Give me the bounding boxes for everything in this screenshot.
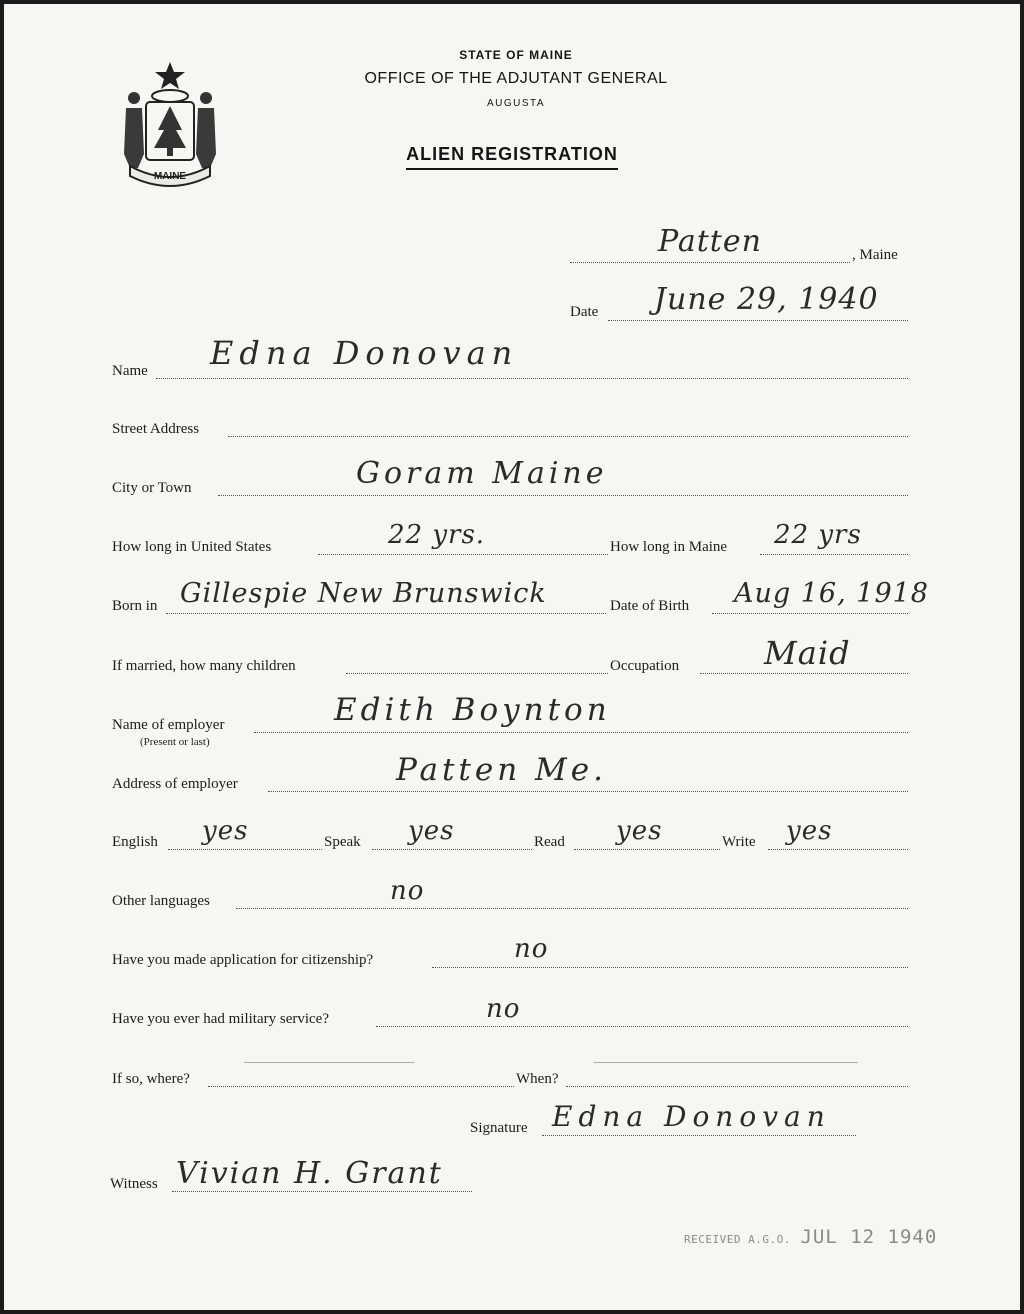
military-label: Have you ever had military service? — [112, 1011, 329, 1027]
where-dash-mark — [244, 1062, 414, 1063]
occupation-line — [700, 673, 908, 674]
english-label: English — [112, 834, 158, 850]
when-line — [566, 1086, 908, 1087]
place-value[interactable]: Patten — [658, 224, 762, 259]
born-in-label: Born in — [112, 598, 158, 614]
employer-sublabel: (Present or last) — [140, 736, 210, 748]
date-of-birth-label: Date of Birth — [610, 598, 690, 614]
registration-form — [4, 4, 1020, 1310]
city-label: City or Town — [112, 480, 192, 496]
street-address-line — [228, 436, 908, 437]
children-label: If married, how many children — [112, 658, 296, 674]
city-value[interactable]: Goram Maine — [356, 456, 608, 491]
other-languages-value[interactable]: no — [390, 876, 425, 906]
born-in-value[interactable]: Gillespie New Brunswick — [180, 578, 547, 609]
state-heading: STATE OF MAINE — [459, 48, 573, 62]
how-long-maine-value[interactable]: 22 yrs — [774, 520, 862, 550]
where-line — [208, 1086, 514, 1087]
employer-address-value[interactable]: Patten Me. — [396, 752, 607, 788]
received-stamp — [684, 1226, 937, 1248]
city-line — [218, 495, 908, 496]
other-languages-label: Other languages — [112, 893, 210, 909]
form-title — [4, 144, 1020, 165]
name-value[interactable]: Edna Donovan — [210, 334, 519, 372]
when-dash-mark — [594, 1062, 858, 1063]
name-line — [156, 378, 908, 379]
how-long-us-line — [318, 554, 608, 555]
city-heading: AUGUSTA — [486, 98, 546, 109]
other-languages-line — [236, 908, 908, 909]
where-label: If so, where? — [112, 1071, 190, 1087]
occupation-value[interactable]: Maid — [764, 634, 851, 672]
street-address-label: Street Address — [112, 421, 200, 437]
date-of-birth-value[interactable]: Aug 16, 1918 — [734, 578, 929, 609]
how-long-maine-label: How long in Maine — [610, 539, 728, 555]
employer-line — [254, 732, 908, 733]
citizenship-label: Have you made application for citizenship? — [112, 952, 374, 968]
write-line — [768, 849, 908, 850]
when-label: When? — [516, 1071, 559, 1087]
form-title-text: ALIEN REGISTRATION — [406, 144, 618, 170]
speak-line — [372, 849, 532, 850]
employer-label: Name of employer — [112, 717, 225, 733]
english-line — [168, 849, 322, 850]
seal-banner-text: MAINE — [153, 171, 187, 182]
speak-value[interactable]: yes — [408, 816, 455, 846]
stamp-prefix: RECEIVED A.G.O. — [684, 1233, 791, 1246]
employer-value[interactable]: Edith Boynton — [334, 692, 611, 728]
date-label: Date — [570, 304, 599, 320]
signature-label: Signature — [470, 1120, 528, 1136]
date-value[interactable]: June 29, 1940 — [654, 282, 879, 317]
date-line — [608, 320, 908, 321]
children-line — [346, 673, 608, 674]
write-label: Write — [722, 834, 756, 850]
signature-value[interactable]: Edna Donovan — [552, 1100, 831, 1133]
office-heading: OFFICE OF THE ADJUTANT GENERAL — [364, 70, 668, 87]
place-suffix: , Maine — [852, 247, 898, 263]
military-line — [376, 1026, 908, 1027]
speak-label: Speak — [324, 834, 361, 850]
read-value[interactable]: yes — [616, 816, 663, 846]
read-line — [574, 849, 720, 850]
name-label: Name — [112, 363, 148, 379]
citizenship-line — [432, 967, 908, 968]
date-of-birth-line — [712, 613, 908, 614]
read-label: Read — [534, 834, 565, 850]
how-long-us-value[interactable]: 22 yrs. — [388, 520, 486, 550]
english-value[interactable]: yes — [202, 816, 249, 846]
employer-address-label: Address of employer — [112, 776, 238, 792]
place-line — [570, 262, 850, 263]
write-value[interactable]: yes — [786, 816, 833, 846]
how-long-maine-line — [760, 554, 908, 555]
employer-address-line — [268, 791, 908, 792]
citizenship-value[interactable]: no — [514, 934, 549, 964]
witness-line — [172, 1191, 472, 1192]
stamp-date: JUL 12 1940 — [800, 1226, 938, 1248]
how-long-us-label: How long in United States — [112, 539, 272, 555]
born-in-line — [166, 613, 606, 614]
witness-label: Witness — [110, 1176, 158, 1192]
military-value[interactable]: no — [486, 994, 521, 1024]
signature-line — [542, 1135, 856, 1136]
occupation-label: Occupation — [610, 658, 680, 674]
witness-value[interactable]: Vivian H. Grant — [176, 1156, 443, 1191]
